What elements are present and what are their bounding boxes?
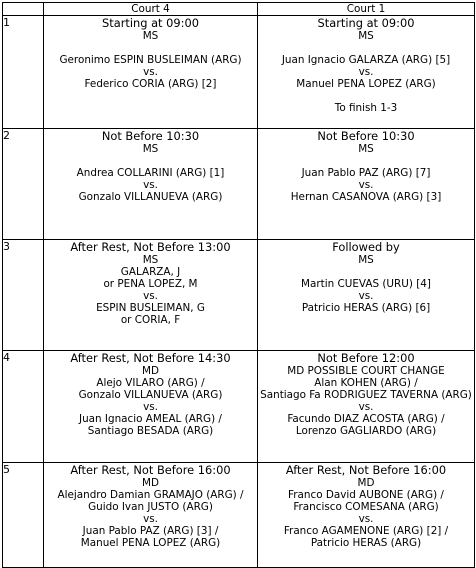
player-2a: Facundo DIAZ ACOSTA (ARG) /: [287, 413, 445, 425]
header-court-4: Court 4: [44, 3, 258, 16]
match-type: MD: [142, 365, 159, 377]
player-2b: Manuel PENA LOPEZ (ARG): [80, 537, 221, 549]
match-row: [3, 240, 475, 351]
vs-label: vs.: [143, 513, 158, 525]
player-1a: Alejo VILARO (ARG) /: [96, 377, 205, 389]
vs-label: vs.: [143, 66, 158, 78]
player-1b: Guido Ivan JUSTO (ARG): [88, 501, 213, 513]
match-cell: [258, 463, 475, 568]
match-type: MD POSSIBLE COURT CHANGE: [287, 365, 445, 377]
match-cell: [44, 240, 258, 351]
player-1b: or PENA LOPEZ, M: [103, 278, 198, 290]
match-cell: [258, 351, 475, 463]
player-1b: Santiago Fa RODRIGUEZ TAVERNA (ARG): [260, 389, 472, 401]
header-court-1: Court 1: [258, 3, 475, 16]
player-1a: Alejandro Damian GRAMAJO (ARG) /: [57, 489, 244, 501]
row-number: 2: [3, 129, 44, 240]
match-cell: [44, 129, 258, 240]
vs-label: vs.: [143, 179, 158, 191]
match-type: MS: [358, 30, 374, 42]
match-time: After Rest, Not Before 13:00: [70, 240, 231, 254]
match-cell: [44, 351, 258, 463]
player-1: Martin CUEVAS (URU) [4]: [301, 278, 431, 290]
player-1b: Francisco COMESANA (ARG): [293, 501, 439, 513]
player-2a: ESPIN BUSLEIMAN, G: [96, 302, 205, 314]
vs-label: vs.: [358, 401, 374, 413]
match-type: MD: [142, 477, 159, 489]
player-2b: or CORIA, F: [120, 314, 181, 326]
match-type: MS: [142, 143, 159, 155]
player-1a: GALARZA, J: [120, 266, 181, 278]
match-cell: [258, 16, 475, 129]
vs-label: vs.: [143, 401, 158, 413]
match-time: Starting at 09:00: [317, 16, 415, 30]
player-1: Andrea COLLARINI (ARG) [1]: [76, 167, 225, 179]
match-row: [3, 129, 475, 240]
match-time: Not Before 10:30: [101, 129, 200, 143]
match-cell: [44, 16, 258, 129]
player-1: Juan Ignacio GALARZA (ARG) [5]: [281, 54, 451, 66]
row-number: 5: [3, 463, 44, 568]
player-1a: Alan KOHEN (ARG) /: [314, 377, 418, 389]
player-2b: Lorenzo GAGLIARDO (ARG): [295, 425, 437, 437]
match-row: [3, 351, 475, 463]
vs-label: vs.: [143, 290, 158, 302]
player-1: Geronimo ESPIN BUSLEIMAN (ARG): [59, 54, 242, 66]
match-type: MS: [142, 30, 159, 42]
match-time: After Rest, Not Before 14:30: [70, 351, 231, 365]
player-2: Manuel PENA LOPEZ (ARG): [296, 78, 436, 90]
player-1a: Franco David AUBONE (ARG) /: [288, 489, 444, 501]
row-number: 3: [3, 240, 44, 351]
player-1: Juan Pablo PAZ (ARG) [7]: [301, 167, 431, 179]
vs-label: vs.: [358, 66, 374, 78]
match-time: Followed by: [332, 240, 400, 254]
match-time: After Rest, Not Before 16:00: [70, 463, 231, 477]
player-2: Federico CORIA (ARG) [2]: [84, 78, 217, 90]
vs-label: vs.: [358, 290, 374, 302]
vs-label: vs.: [358, 513, 374, 525]
match-row: [3, 463, 475, 568]
match-time: Not Before 10:30: [317, 129, 415, 143]
player-2: Patricio HERAS (ARG) [6]: [301, 302, 431, 314]
order-of-play-table: [2, 2, 475, 568]
match-type: MD: [357, 477, 375, 489]
match-time: After Rest, Not Before 16:00: [285, 463, 447, 477]
header-row: [3, 3, 475, 16]
header-blank: [3, 3, 44, 16]
player-2a: Juan Ignacio AMEAL (ARG) /: [79, 413, 222, 425]
match-cell: [44, 463, 258, 568]
player-2b: Santiago BESADA (ARG): [87, 425, 214, 437]
player-1b: Gonzalo VILLANUEVA (ARG): [78, 389, 223, 401]
match-time: Not Before 12:00: [317, 351, 415, 365]
player-2a: Juan Pablo PAZ (ARG) [3] /: [82, 525, 219, 537]
match-cell: [258, 129, 475, 240]
match-type: MS: [142, 254, 159, 266]
player-2b: Patricio HERAS (ARG): [310, 537, 422, 549]
player-2a: Franco AGAMENONE (ARG) [2] /: [283, 525, 449, 537]
player-2: Hernan CASANOVA (ARG) [3]: [290, 191, 442, 203]
row-number: 1: [3, 16, 44, 129]
vs-label: vs.: [358, 179, 374, 191]
match-cell: [258, 240, 475, 351]
row-number: 4: [3, 351, 44, 463]
match-row: [3, 16, 475, 129]
match-type: MS: [358, 143, 374, 155]
match-type: MS: [358, 254, 374, 266]
match-time: Starting at 09:00: [102, 16, 199, 30]
match-note: To finish 1-3: [334, 102, 398, 114]
player-2: Gonzalo VILLANUEVA (ARG): [78, 191, 223, 203]
